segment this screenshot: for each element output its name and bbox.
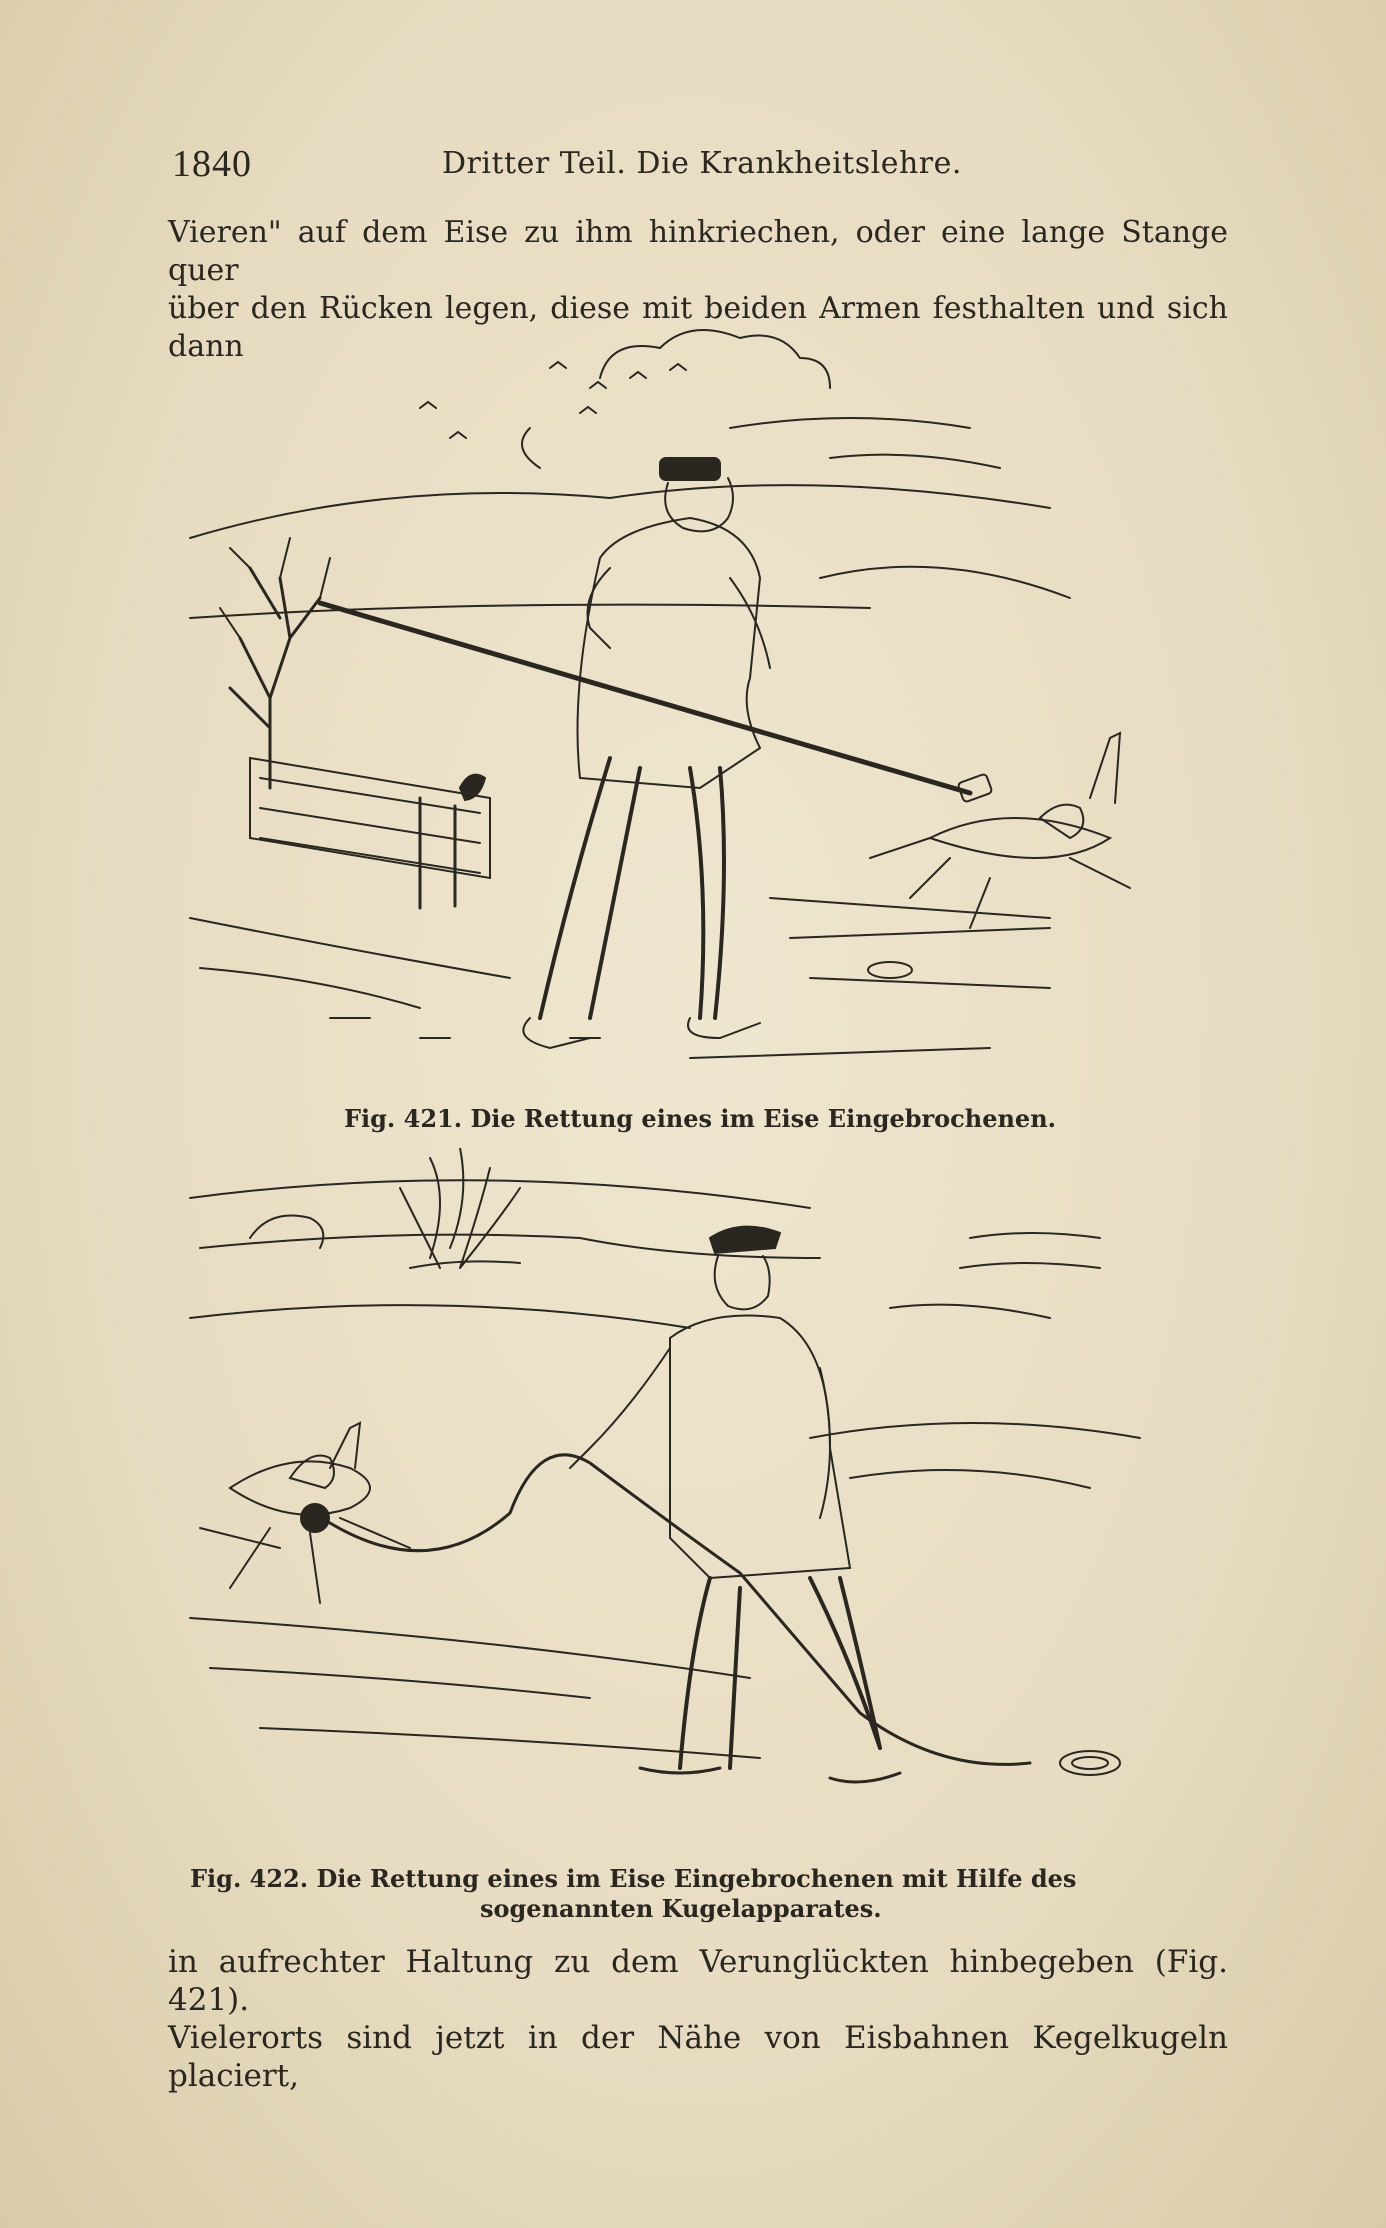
figure-422-caption — [190, 1864, 1200, 1924]
text-line: über den Rücken legen, diese mit beiden Armen festhalten und sich dann — [168, 291, 1228, 364]
figure-421-caption: Fig. 421. Die Rettung eines im Eise Eingebrochenen. — [343, 1104, 1057, 1133]
paragraph-bottom — [168, 1943, 1228, 2095]
page-number: 1840 — [172, 143, 252, 185]
figure-421-illustration — [170, 318, 1230, 1088]
text-line: Vieren" auf dem Eise zu ihm hinkriechen, oder eine lange Stange quer — [168, 215, 1228, 288]
text-line: in aufrechter Haltung zu dem Verunglückten hinbegeben (Fig. 421). — [168, 1944, 1228, 2018]
page-header — [172, 142, 1232, 192]
text-line: Vielerorts sind jetzt in der Nähe von Eisbahnen Kegelkugeln placiert, — [168, 2020, 1228, 2094]
running-title: Dritter Teil. Die Krankheitslehre. — [442, 146, 962, 181]
caption-line: Fig. 422. Die Rettung eines im Eise Eingebrochenen mit Hilfe des — [190, 1864, 1077, 1893]
figure-422-illustration — [170, 1148, 1230, 1828]
caption-line: sogenannten Kugelapparates. — [480, 1894, 882, 1923]
